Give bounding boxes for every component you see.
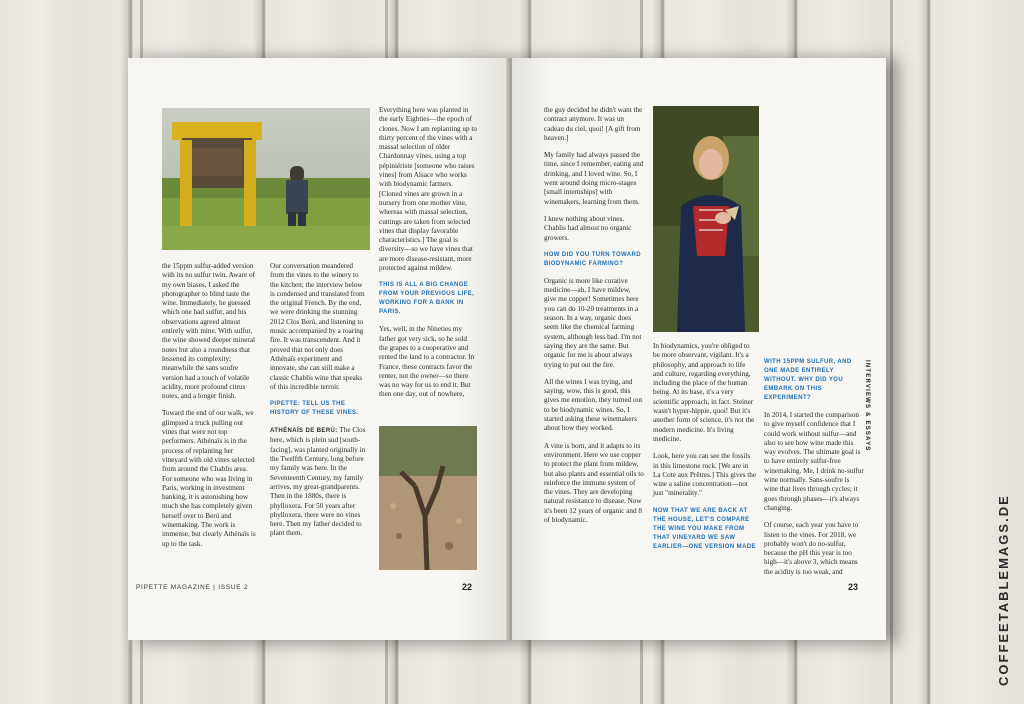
interview-question: WITH 15PPM SULFUR, AND ONE MADE ENTIRELY WITHOUT. WHY DID YOU EMBARK ON THIS EXPERIMENT? — [764, 359, 852, 401]
page-number: 22 — [462, 582, 473, 592]
interview-question: NOW THAT WE ARE BACK AT THE HOUSE, LET'S COMPARE THE WINE YOU MAKE FROM THAT VINEYARD WE SAW EARLIER—ONE VERSION MADE — [653, 507, 756, 550]
right-column-2 — [653, 342, 757, 560]
paragraph: All the wines I was trying, and saying, wow, this is good, this gives me emotion, they turned out to be biodynamic wines. So, I started asking these winemakers about how they worked. — [544, 377, 643, 433]
left-column-1 — [162, 262, 258, 557]
vineyard-tractor-photo — [162, 108, 370, 250]
speaker-label: ATHÉNAÏS DE BERÚ: — [270, 428, 338, 435]
paragraph: the 15ppm sulfur-added version with its no sulfur twin. Aware of my own biases, I asked the photographer to blind taste the wine. Immediately, he guessed which one had sulfur, and his observations agreed almost entirely with mine. With sulfur, the wine showed deeper mineral notes but also a roundness that lessened its complexity; meanwhile the sans soufre version had a touch of volatile acidity, more profound citrus notes, and a longer finish. — [162, 262, 256, 401]
watermark-text: COFFEETABLEMAGS.DE — [996, 494, 1011, 686]
left-column-3 — [379, 106, 477, 408]
paragraph: A vine is born, and it adapts to its environment. Here we use copper to protect the plant from mildew, but also plants and essential oils to reinforce the immune system of the vines. They are developing natural resistance to disease. Now it's been 12 years of organic and 8 of biodynamic. — [544, 441, 644, 524]
right-column-1 — [544, 106, 644, 533]
paragraph: Everything here was planted in the early Eighties—the epoch of clones. Now I am replanting up to thirty percent of the vines with a massal selection of older Chardonnay vines, using a top pépiniériste [someone who raises vines] from Alsace who works with biodynamic farmers. [Cloned vines are grown in a nursery from one mother vine, whereas with massal selection, cuttings are taken from selected vines that display favorable characteristics.] The goal is diversity—so we have vines that are more disease-resistant, more protected against mildew. — [379, 106, 478, 273]
magazine-footer: PIPETTE MAGAZINE | ISSUE 2 — [136, 584, 249, 591]
old-vine-photo — [379, 426, 477, 570]
paragraph: In 2014, I started the comparison to give myself confidence that I could work without sulfur—and also to see how wine made this way evolves. The ultimate goal is to have entirely sulfur-free winemaking. Me, I drink no-sulfur wine normally. Sans-soufre is wine that lives through cycles; it goes through phases—it's always changing. — [764, 411, 864, 512]
page-number: 23 — [848, 582, 859, 592]
left-column-2 — [270, 262, 368, 547]
paragraph: Of course, each year you have to listen to the vines. For 2018, we probably won't do no-sulfur, because the pH this year is too high—it's above 3, which means the acidity is too weak, and — [764, 521, 859, 576]
interview-question: THIS IS ALL A BIG CHANGE FROM YOUR PREVIOUS LIFE, WORKING FOR A BANK IN PARIS. — [379, 282, 475, 316]
paragraph: My family had always passed the time, since I remember, eating and drinking, and I loved wine. So, I went around doing micro-stages [small internships] with winemakers, learning from them. — [544, 151, 644, 206]
paragraph: the guy decided he didn't want the contract anymore. It was un cadeau du ciel, quoi! [A gift from heaven.] — [544, 106, 643, 142]
paragraph: I knew nothing about vines. Chablis had almost no organic growers. — [544, 214, 632, 242]
paragraph: Toward the end of our walk, we glimpsed a truck pulling out vines that were not top performers. Athénaïs is in the process of replanting her vineyard with old vines selected from around the Chablis area. For someone who was living in Paris, working in investment banking, it is astonishing how much she has completely given herself over to Berú and winemaking. The work is immense, but clearly Athénaïs is up to the task. — [162, 409, 256, 548]
paragraph: In biodynamics, you're obliged to be more observant, vigilant. It's a philosophy, and approach to life and culture, regarding everything, including the place of the human being. At its base, it's a very scientific approach, in fact. Steiner wasn't hyper-hippie, quoi! But it's another form of science, it's not the modern medicine. It's living medicine. — [653, 342, 755, 443]
paragraph: Organic is more like curative medicine—ah, I have mildew, give me copper! Sometimes here you can do 10-20 treatments in a season. In a way, organic does seem like the chemical farming system, although less bad. I'm not saying they are the same. But organic for me is about always trying to put out the fire. — [544, 276, 642, 369]
interview-answer: Yes, well, in the Nineties my father got very sick, so he sold the grapes to a cooperative and rented the land to a contractor. In France, these contracts favor the renter, not the owner—so there was no way for us to end it. But then one day, out of nowhere, — [379, 325, 475, 399]
right-column-3 — [764, 358, 864, 585]
paragraph: Our conversation meandered from the vines to the winery to the kitchen; the interview below is condensed and translated from the original French. By the end, we were drinking the stunning 2012 Clos Berú, and listening to music accompanied by a roaring fire. It was transcendent. And it proved that not only does Athénaïs experiment and innovate, she can still make a classic Chablis wine that speaks of this incredible terroir. — [270, 262, 365, 391]
right-page — [512, 58, 886, 640]
winemaker-portrait-photo — [653, 106, 759, 332]
interview-answer — [270, 426, 368, 539]
answer-text: The Clos here, which is plein sud [south-facing], was planted originally in the Twelfth Century, long before my family was here. In the Seventeenth Century, my family arrives, my great-grandparents. Then in the 1880s, there is phylloxera. For 50 years after phylloxera, there were no vines here. Then my father decided to plant them. — [270, 426, 366, 538]
paragraph: Look, here you can see the fossils in this limestone rock. [We are in La Cote aux Prêtres.] This gives the wine a saline concentration—not just "minerality." — [653, 452, 757, 498]
section-label: INTERVIEWS & ESSAYS — [864, 360, 870, 452]
interview-question: PIPETTE: TELL US THE HISTORY OF THESE VINES. — [270, 401, 359, 417]
interview-question: HOW DID YOU TURN TOWARD BIODYNAMIC FARMING? — [544, 251, 641, 267]
left-page — [128, 58, 510, 640]
